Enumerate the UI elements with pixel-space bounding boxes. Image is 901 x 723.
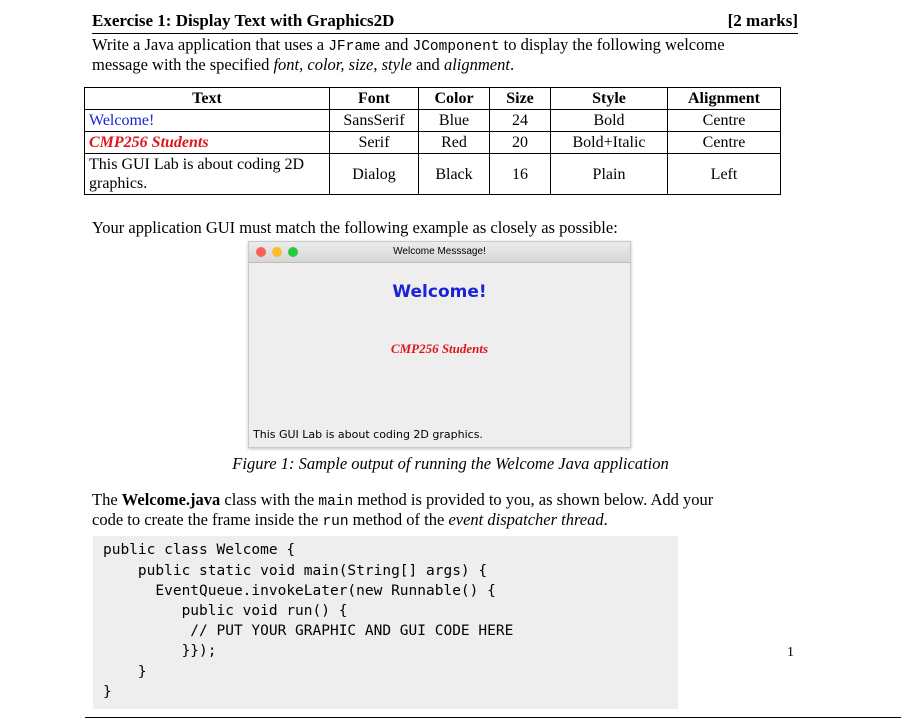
welcome-text: Welcome!	[392, 282, 487, 302]
table-cell: Left	[668, 154, 781, 195]
para2-line-2: code to create the frame inside the run method of the event dispatcher thread.	[92, 510, 608, 530]
figure-caption: Figure 1: Sample output of running the Welcome Java application	[232, 454, 669, 473]
code-line: public static void main(String[] args) {	[103, 563, 488, 579]
table-row	[85, 110, 781, 132]
sample-window	[248, 241, 631, 448]
table-cell: Dialog	[330, 154, 419, 195]
code-line: // PUT YOUR GRAPHIC AND GUI CODE HERE	[103, 623, 514, 639]
intro-line-1: Write a Java application that uses a JFrame and JComponent to display the following welcome	[92, 35, 725, 55]
close-dot-icon	[256, 247, 266, 257]
exercise-heading	[92, 11, 798, 34]
table-cell: This GUI Lab is about coding 2D graphics.	[85, 154, 330, 195]
table-cell: CMP256 Students	[85, 132, 330, 154]
table-cell: Bold	[551, 110, 668, 132]
table-cell: Centre	[668, 132, 781, 154]
code-line: }	[103, 664, 147, 680]
table-header: Style	[551, 88, 668, 110]
table-row	[85, 154, 781, 195]
table-cell: Plain	[551, 154, 668, 195]
table-cell: Red	[419, 132, 490, 154]
table-header-row	[85, 88, 781, 110]
table-cell: 20	[490, 132, 551, 154]
code-block	[93, 536, 678, 709]
table-cell: 16	[490, 154, 551, 195]
window-title: Welcome Messsage!	[393, 246, 486, 257]
footer-divider	[85, 717, 901, 718]
minimize-dot-icon	[272, 247, 282, 257]
table-header: Font	[330, 88, 419, 110]
table-cell: Serif	[330, 132, 419, 154]
table-cell: SansSerif	[330, 110, 419, 132]
table-header: Size	[490, 88, 551, 110]
table-cell: Welcome!	[85, 110, 330, 132]
spec-table	[84, 87, 781, 195]
maximize-dot-icon	[288, 247, 298, 257]
code-line: EventQueue.invokeLater(new Runnable() {	[103, 583, 496, 599]
exercise-title: Exercise 1: Display Text with Graphics2D	[92, 11, 395, 30]
gui-intro-text: Your application GUI must match the following example as closely as possible:	[92, 218, 618, 237]
table-cell: Bold+Italic	[551, 132, 668, 154]
table-cell: Blue	[419, 110, 490, 132]
table-header: Alignment	[668, 88, 781, 110]
page-number: 1	[787, 645, 794, 660]
code-line: public class Welcome {	[103, 542, 296, 558]
table-header: Color	[419, 88, 490, 110]
table-cell: Black	[419, 154, 490, 195]
para2-line-1: The Welcome.java class with the main method is provided to you, as shown below. Add your	[92, 490, 714, 510]
window-titlebar	[249, 242, 630, 263]
code-line: public void run() {	[103, 603, 348, 619]
code-line: }	[103, 684, 112, 700]
table-cell: 24	[490, 110, 551, 132]
table-cell: Centre	[668, 110, 781, 132]
table-header: Text	[85, 88, 330, 110]
code-line: }});	[103, 643, 217, 659]
window-content	[249, 263, 630, 447]
students-text: CMP256 Students	[390, 341, 489, 356]
table-row	[85, 132, 781, 154]
gui-lab-text: This GUI Lab is about coding 2D graphics.	[253, 428, 483, 441]
exercise-marks: [2 marks]	[727, 11, 798, 30]
intro-line-2: message with the specified font, color, size, style and alignment.	[92, 55, 515, 74]
